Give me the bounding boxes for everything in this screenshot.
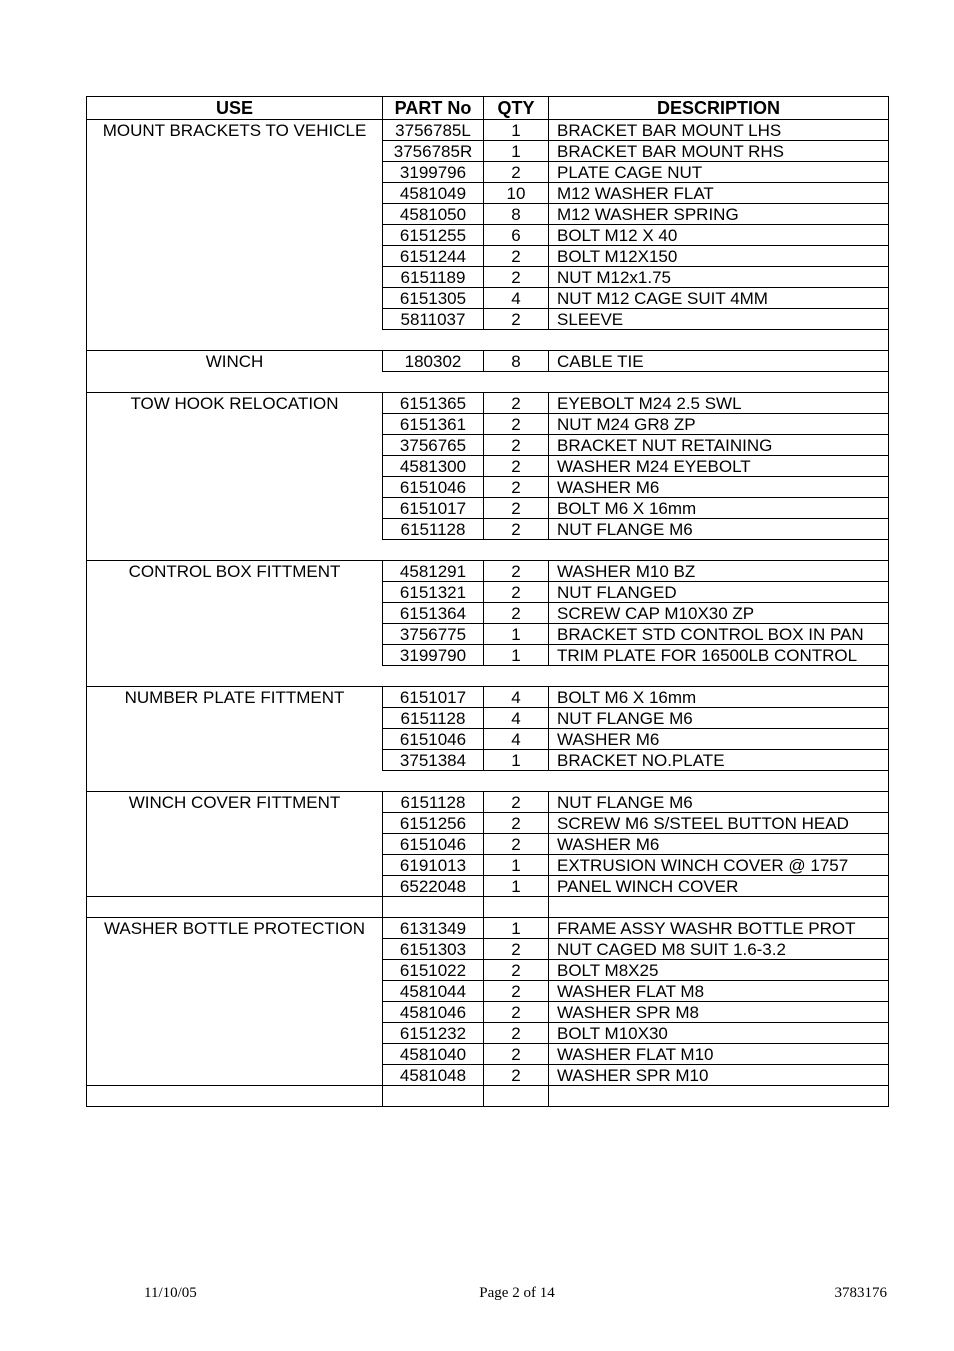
- footer-date: 11/10/05: [144, 1285, 197, 1301]
- use-cell: [87, 204, 383, 225]
- description-cell: WASHER M6: [549, 477, 889, 498]
- qty-cell: 1: [484, 876, 549, 897]
- use-cell: [87, 582, 383, 603]
- part-number-cell: 6151046: [383, 729, 484, 750]
- part-number-cell: 4581291: [383, 561, 484, 582]
- description-cell: M12 WASHER FLAT: [549, 183, 889, 204]
- description-cell: BRACKET NUT RETAINING: [549, 435, 889, 456]
- description-cell: NUT M12 CAGE SUIT 4MM: [549, 288, 889, 309]
- description-cell: PANEL WINCH COVER: [549, 876, 889, 897]
- description-cell: SCREW M6 S/STEEL BUTTON HEAD: [549, 813, 889, 834]
- table-row: [87, 960, 889, 981]
- empty-cell: [383, 540, 484, 561]
- empty-cell: [484, 897, 549, 918]
- part-number-cell: 180302: [383, 351, 484, 372]
- parts-table: [86, 96, 889, 1107]
- description-cell: WASHER M6: [549, 729, 889, 750]
- qty-cell: 2: [484, 939, 549, 960]
- description-cell: BOLT M10X30: [549, 1023, 889, 1044]
- part-number-cell: 6151046: [383, 834, 484, 855]
- empty-cell: [383, 897, 484, 918]
- qty-cell: 2: [484, 477, 549, 498]
- qty-cell: 2: [484, 519, 549, 540]
- qty-cell: 2: [484, 246, 549, 267]
- footer-document-number: 3783176: [834, 1285, 887, 1301]
- table-row: [87, 204, 889, 225]
- description-cell: NUT M24 GR8 ZP: [549, 414, 889, 435]
- empty-cell: [549, 897, 889, 918]
- empty-cell: [549, 372, 889, 393]
- part-number-cell: 4581049: [383, 183, 484, 204]
- separator-row: [87, 330, 889, 351]
- table-row: [87, 855, 889, 876]
- description-cell: BOLT M8X25: [549, 960, 889, 981]
- qty-cell: 2: [484, 456, 549, 477]
- separator-row: [87, 771, 889, 792]
- table-row: [87, 1065, 889, 1086]
- description-cell: NUT FLANGE M6: [549, 519, 889, 540]
- empty-cell: [87, 540, 383, 561]
- empty-cell: [549, 666, 889, 687]
- part-number-cell: 3756785L: [383, 120, 484, 141]
- table-row: [87, 288, 889, 309]
- use-cell: [87, 855, 383, 876]
- part-number-cell: 6151256: [383, 813, 484, 834]
- qty-cell: 2: [484, 309, 549, 330]
- part-number-cell: 6151017: [383, 498, 484, 519]
- table-row: [87, 1023, 889, 1044]
- header-use: USE: [87, 97, 383, 120]
- table-row: [87, 708, 889, 729]
- table-row: [87, 435, 889, 456]
- qty-cell: 2: [484, 960, 549, 981]
- table-row: [87, 561, 889, 582]
- part-number-cell: 6151244: [383, 246, 484, 267]
- description-cell: BOLT M12X150: [549, 246, 889, 267]
- qty-cell: 2: [484, 414, 549, 435]
- empty-cell: [484, 372, 549, 393]
- empty-cell: [383, 771, 484, 792]
- description-cell: TRIM PLATE FOR 16500LB CONTROL: [549, 645, 889, 666]
- use-cell: [87, 435, 383, 456]
- table-row: [87, 876, 889, 897]
- use-cell: [87, 1065, 383, 1086]
- empty-cell: [484, 540, 549, 561]
- qty-cell: 2: [484, 1065, 549, 1086]
- part-number-cell: 3756775: [383, 624, 484, 645]
- separator-row: [87, 540, 889, 561]
- part-number-cell: 6151232: [383, 1023, 484, 1044]
- table-row: [87, 120, 889, 141]
- use-cell: WINCH: [87, 351, 383, 372]
- part-number-cell: 6151365: [383, 393, 484, 414]
- table-row: [87, 582, 889, 603]
- table-row: [87, 498, 889, 519]
- separator-row: [87, 897, 889, 918]
- use-cell: [87, 414, 383, 435]
- description-cell: BRACKET STD CONTROL BOX IN PAN: [549, 624, 889, 645]
- description-cell: WASHER FLAT M10: [549, 1044, 889, 1065]
- table-row: [87, 477, 889, 498]
- description-cell: BOLT M12 X 40: [549, 225, 889, 246]
- qty-cell: 2: [484, 582, 549, 603]
- description-cell: M12 WASHER SPRING: [549, 204, 889, 225]
- table-row: [87, 603, 889, 624]
- part-number-cell: 4581048: [383, 1065, 484, 1086]
- table-row: [87, 351, 889, 372]
- table-row: [87, 939, 889, 960]
- part-number-cell: 6191013: [383, 855, 484, 876]
- qty-cell: 1: [484, 750, 549, 771]
- description-cell: NUT FLANGED: [549, 582, 889, 603]
- description-cell: WASHER FLAT M8: [549, 981, 889, 1002]
- separator-row: [87, 1086, 889, 1107]
- use-cell: [87, 519, 383, 540]
- use-cell: [87, 813, 383, 834]
- part-number-cell: 6151255: [383, 225, 484, 246]
- qty-cell: 2: [484, 1002, 549, 1023]
- use-cell: [87, 477, 383, 498]
- qty-cell: 4: [484, 708, 549, 729]
- empty-cell: [87, 330, 383, 351]
- part-number-cell: 6151361: [383, 414, 484, 435]
- description-cell: WASHER M10 BZ: [549, 561, 889, 582]
- table-row: [87, 246, 889, 267]
- empty-cell: [87, 771, 383, 792]
- use-cell: [87, 456, 383, 477]
- qty-cell: 2: [484, 435, 549, 456]
- qty-cell: 8: [484, 204, 549, 225]
- description-cell: BRACKET BAR MOUNT LHS: [549, 120, 889, 141]
- description-cell: BRACKET NO.PLATE: [549, 750, 889, 771]
- qty-cell: 1: [484, 624, 549, 645]
- use-cell: [87, 729, 383, 750]
- description-cell: PLATE CAGE NUT: [549, 162, 889, 183]
- empty-cell: [549, 771, 889, 792]
- description-cell: EYEBOLT M24 2.5 SWL: [549, 393, 889, 414]
- qty-cell: 4: [484, 288, 549, 309]
- description-cell: SCREW CAP M10X30 ZP: [549, 603, 889, 624]
- use-cell: [87, 141, 383, 162]
- empty-cell: [383, 666, 484, 687]
- qty-cell: 6: [484, 225, 549, 246]
- use-cell: WINCH COVER FITTMENT: [87, 792, 383, 813]
- part-number-cell: 6131349: [383, 918, 484, 939]
- qty-cell: 4: [484, 729, 549, 750]
- table-row: [87, 309, 889, 330]
- part-number-cell: 6151321: [383, 582, 484, 603]
- table-row: [87, 813, 889, 834]
- part-number-cell: 6151128: [383, 708, 484, 729]
- part-number-cell: 4581044: [383, 981, 484, 1002]
- empty-cell: [87, 897, 383, 918]
- table-row: [87, 393, 889, 414]
- description-cell: WASHER SPR M8: [549, 1002, 889, 1023]
- table-row: [87, 519, 889, 540]
- description-cell: NUT CAGED M8 SUIT 1.6-3.2: [549, 939, 889, 960]
- part-number-cell: 3199790: [383, 645, 484, 666]
- description-cell: BOLT M6 X 16mm: [549, 687, 889, 708]
- table-row: [87, 1044, 889, 1065]
- part-number-cell: 6151303: [383, 939, 484, 960]
- use-cell: [87, 981, 383, 1002]
- header-row: [87, 97, 889, 120]
- empty-cell: [484, 1086, 549, 1107]
- part-number-cell: 3751384: [383, 750, 484, 771]
- use-cell: [87, 498, 383, 519]
- table-row: [87, 162, 889, 183]
- part-number-cell: 6151364: [383, 603, 484, 624]
- use-cell: [87, 876, 383, 897]
- use-cell: CONTROL BOX FITTMENT: [87, 561, 383, 582]
- part-number-cell: 4581040: [383, 1044, 484, 1065]
- empty-cell: [549, 540, 889, 561]
- table-row: [87, 792, 889, 813]
- use-cell: [87, 708, 383, 729]
- separator-row: [87, 372, 889, 393]
- part-number-cell: 4581046: [383, 1002, 484, 1023]
- qty-cell: 2: [484, 1044, 549, 1065]
- footer-page-number: Page 2 of 14: [479, 1285, 555, 1301]
- description-cell: NUT FLANGE M6: [549, 792, 889, 813]
- part-number-cell: 6151128: [383, 792, 484, 813]
- use-cell: MOUNT BRACKETS TO VEHICLE: [87, 120, 383, 141]
- empty-cell: [383, 330, 484, 351]
- qty-cell: 2: [484, 393, 549, 414]
- part-number-cell: 6151046: [383, 477, 484, 498]
- qty-cell: 1: [484, 120, 549, 141]
- table-row: [87, 729, 889, 750]
- table-row: [87, 414, 889, 435]
- use-cell: [87, 225, 383, 246]
- header-part-no: PART No: [383, 97, 484, 120]
- empty-cell: [484, 666, 549, 687]
- qty-cell: 2: [484, 603, 549, 624]
- qty-cell: 1: [484, 645, 549, 666]
- description-cell: EXTRUSION WINCH COVER @ 1757: [549, 855, 889, 876]
- use-cell: [87, 267, 383, 288]
- table-row: [87, 225, 889, 246]
- empty-cell: [484, 330, 549, 351]
- use-cell: NUMBER PLATE FITTMENT: [87, 687, 383, 708]
- part-number-cell: 6522048: [383, 876, 484, 897]
- table-row: [87, 183, 889, 204]
- use-cell: [87, 1044, 383, 1065]
- part-number-cell: 3199796: [383, 162, 484, 183]
- table-row: [87, 687, 889, 708]
- description-cell: BOLT M6 X 16mm: [549, 498, 889, 519]
- empty-cell: [87, 1086, 383, 1107]
- table-row: [87, 645, 889, 666]
- use-cell: [87, 939, 383, 960]
- part-number-cell: 6151128: [383, 519, 484, 540]
- qty-cell: 2: [484, 561, 549, 582]
- qty-cell: 2: [484, 834, 549, 855]
- empty-cell: [484, 771, 549, 792]
- qty-cell: 1: [484, 918, 549, 939]
- table-row: [87, 141, 889, 162]
- qty-cell: 2: [484, 792, 549, 813]
- part-number-cell: 3756765: [383, 435, 484, 456]
- empty-cell: [549, 330, 889, 351]
- part-number-cell: 4581050: [383, 204, 484, 225]
- description-cell: SLEEVE: [549, 309, 889, 330]
- description-cell: WASHER SPR M10: [549, 1065, 889, 1086]
- table-row: [87, 456, 889, 477]
- use-cell: [87, 309, 383, 330]
- parts-body: [87, 120, 889, 1107]
- empty-cell: [383, 1086, 484, 1107]
- description-cell: WASHER M6: [549, 834, 889, 855]
- use-cell: [87, 1002, 383, 1023]
- empty-cell: [87, 372, 383, 393]
- use-cell: [87, 603, 383, 624]
- qty-cell: 2: [484, 267, 549, 288]
- qty-cell: 4: [484, 687, 549, 708]
- part-number-cell: 6151017: [383, 687, 484, 708]
- empty-cell: [87, 666, 383, 687]
- part-number-cell: 6151022: [383, 960, 484, 981]
- qty-cell: 2: [484, 498, 549, 519]
- use-cell: [87, 288, 383, 309]
- use-cell: [87, 1023, 383, 1044]
- use-cell: [87, 834, 383, 855]
- part-number-cell: 6151189: [383, 267, 484, 288]
- qty-cell: 2: [484, 981, 549, 1002]
- description-cell: BRACKET BAR MOUNT RHS: [549, 141, 889, 162]
- use-cell: [87, 645, 383, 666]
- part-number-cell: 5811037: [383, 309, 484, 330]
- table-row: [87, 981, 889, 1002]
- qty-cell: 2: [484, 162, 549, 183]
- description-cell: CABLE TIE: [549, 351, 889, 372]
- separator-row: [87, 666, 889, 687]
- use-cell: [87, 750, 383, 771]
- use-cell: WASHER BOTTLE PROTECTION: [87, 918, 383, 939]
- description-cell: NUT M12x1.75: [549, 267, 889, 288]
- table-row: [87, 1002, 889, 1023]
- use-cell: [87, 624, 383, 645]
- table-row: [87, 624, 889, 645]
- use-cell: [87, 960, 383, 981]
- qty-cell: 10: [484, 183, 549, 204]
- use-cell: [87, 183, 383, 204]
- qty-cell: 8: [484, 351, 549, 372]
- description-cell: WASHER M24 EYEBOLT: [549, 456, 889, 477]
- empty-cell: [549, 1086, 889, 1107]
- part-number-cell: 4581300: [383, 456, 484, 477]
- table-row: [87, 834, 889, 855]
- qty-cell: 1: [484, 141, 549, 162]
- qty-cell: 1: [484, 855, 549, 876]
- description-cell: FRAME ASSY WASHR BOTTLE PROT: [549, 918, 889, 939]
- empty-cell: [383, 372, 484, 393]
- table-row: [87, 750, 889, 771]
- use-cell: [87, 162, 383, 183]
- header-qty: QTY: [484, 97, 549, 120]
- qty-cell: 2: [484, 1023, 549, 1044]
- part-number-cell: 3756785R: [383, 141, 484, 162]
- use-cell: TOW HOOK RELOCATION: [87, 393, 383, 414]
- header-description: DESCRIPTION: [549, 97, 889, 120]
- use-cell: [87, 246, 383, 267]
- table-row: [87, 918, 889, 939]
- qty-cell: 2: [484, 813, 549, 834]
- table-row: [87, 267, 889, 288]
- description-cell: NUT FLANGE M6: [549, 708, 889, 729]
- part-number-cell: 6151305: [383, 288, 484, 309]
